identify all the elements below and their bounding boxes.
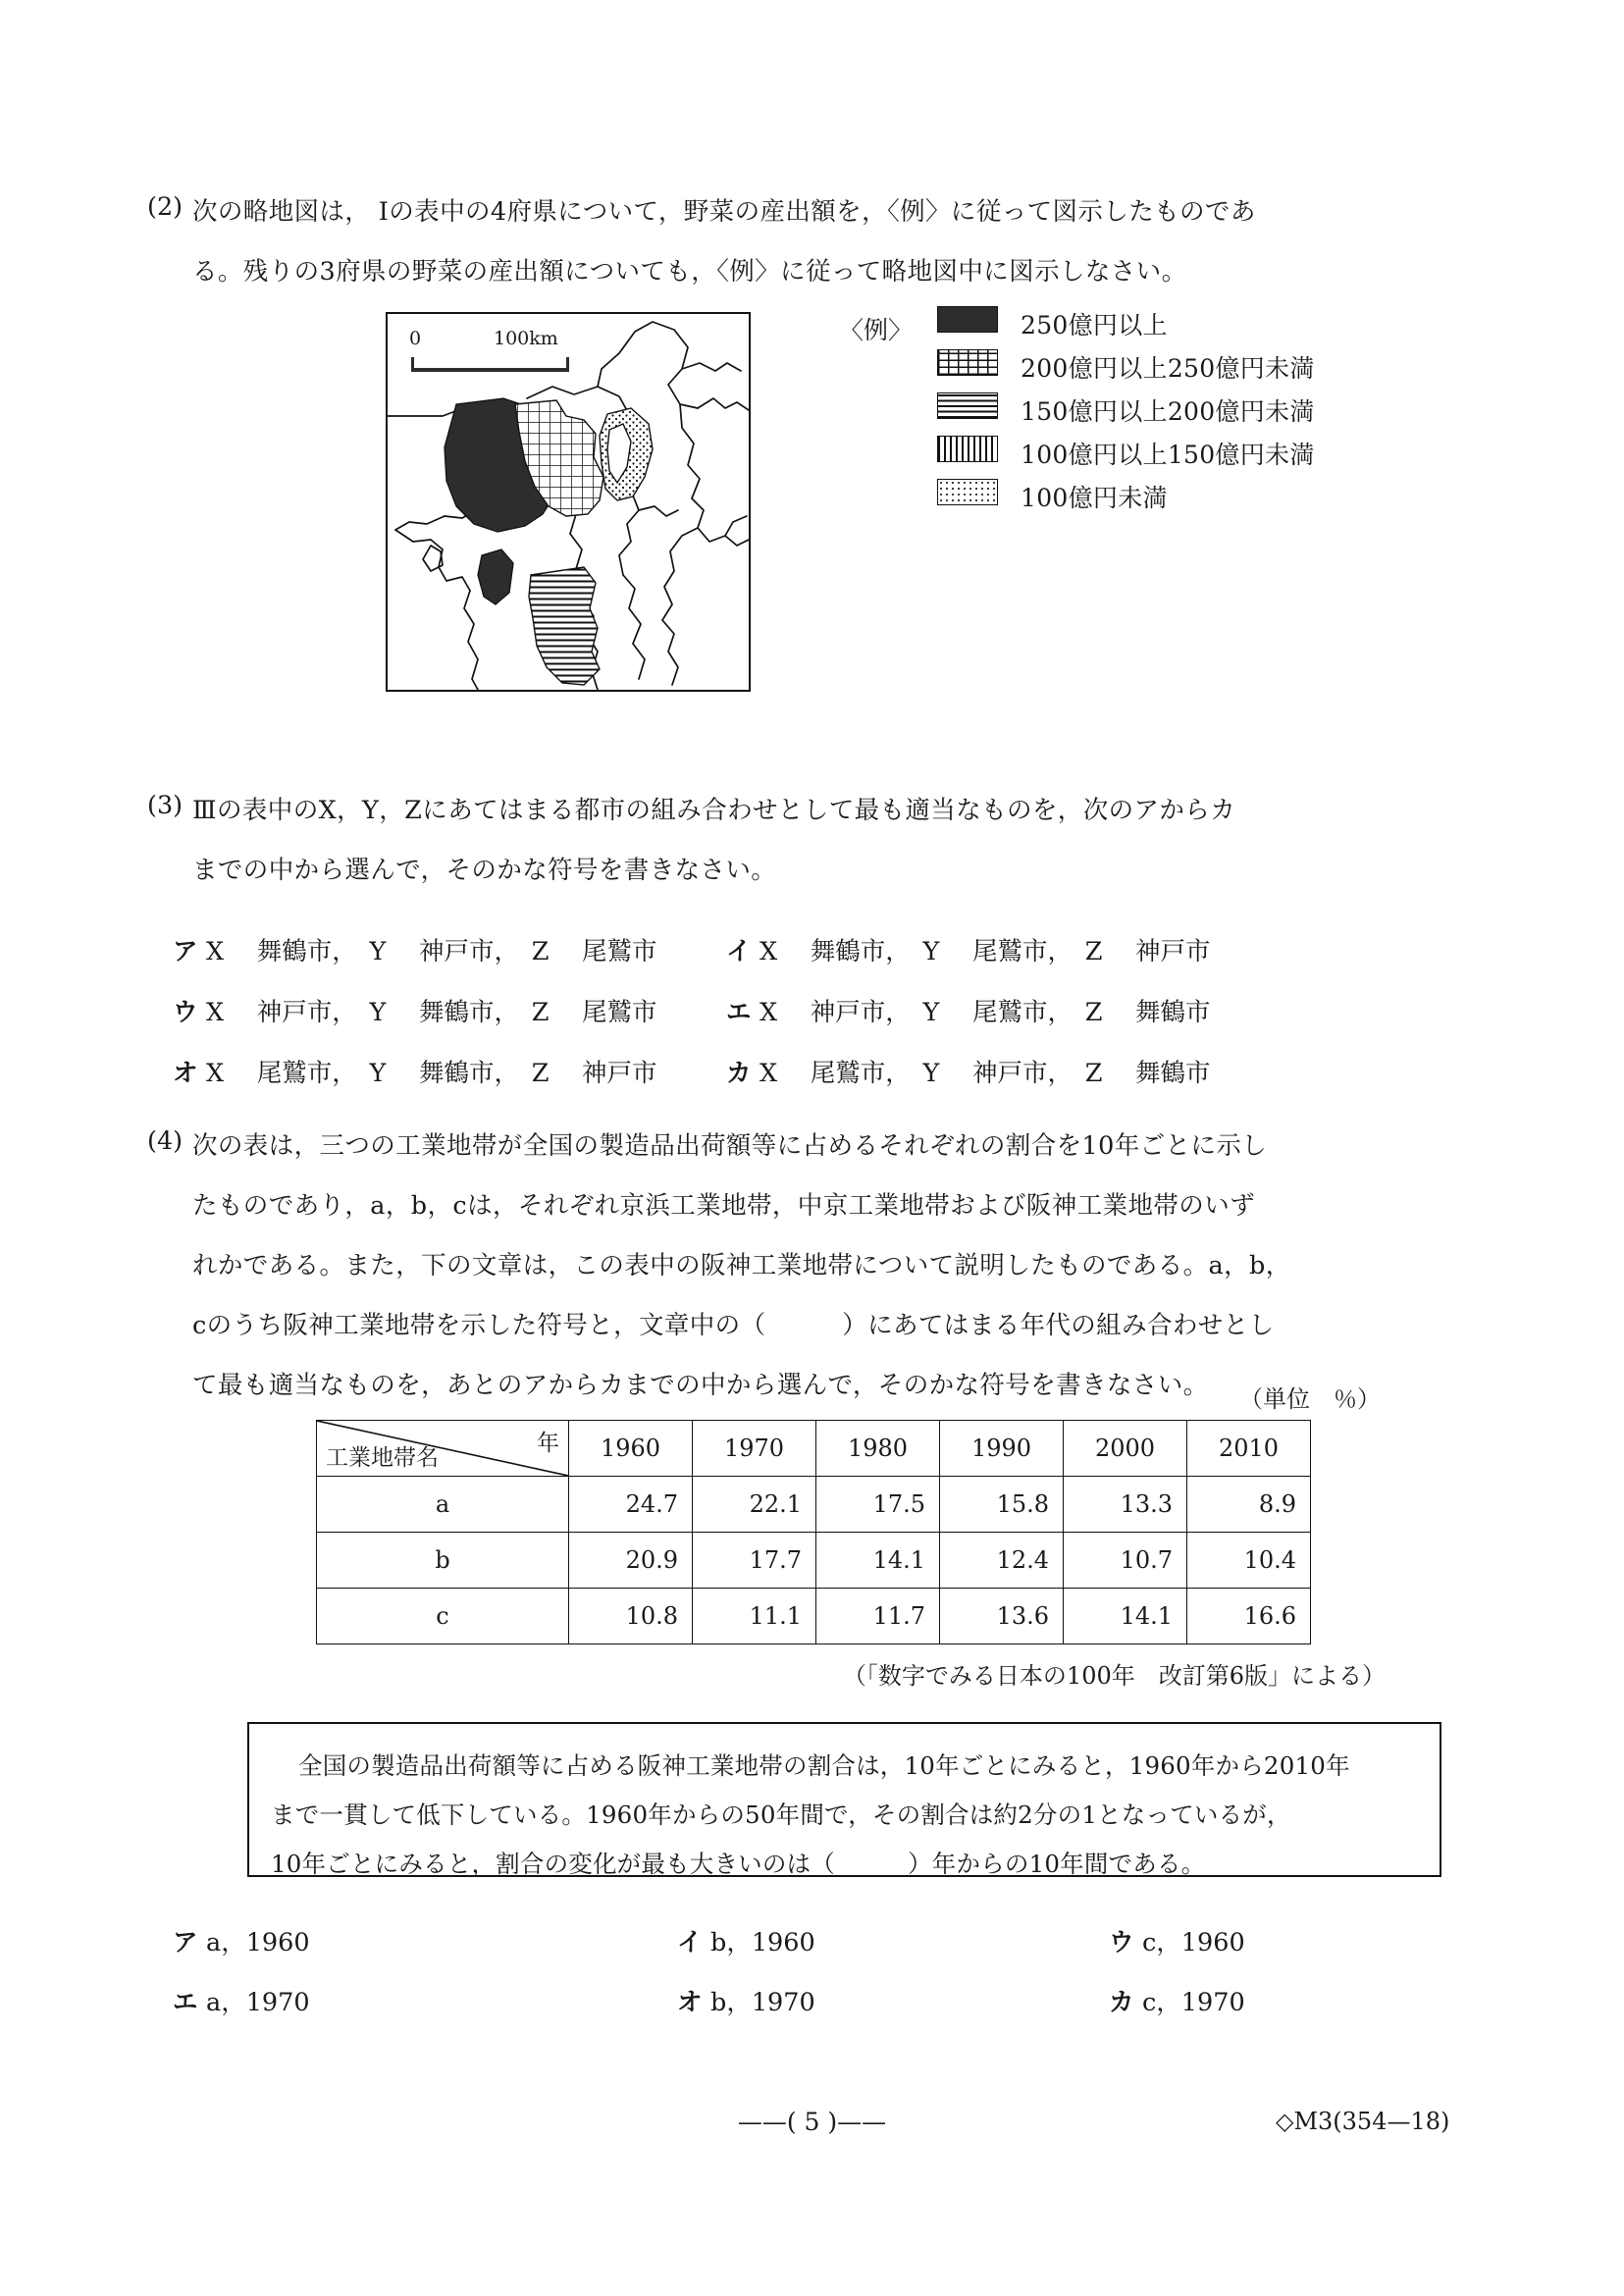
q3-choice-i-mark: イ [726,937,752,966]
question-4-line-5: て最も適当なものを，あとのアからカまでの中から選んで，そのかな符号を書きなさい。 [192,1371,1209,1400]
table-row-label-b: b [317,1533,569,1589]
q4-choice-o-text: b，1970 [710,1988,815,2017]
q3-choice-ka[interactable] [726,1054,1211,1089]
legend-label: 250億円以上 [1021,311,1168,339]
cell-c-1970: 11.1 [693,1589,816,1644]
passage-line-3: 10年ごとにみると，割合の変化が最も大きいのは（ ）年からの10年間である。 [271,1850,1206,1878]
table-header-row [317,1421,1311,1477]
table-col-1960: 1960 [569,1421,693,1477]
q3-choice-e[interactable] [726,993,1211,1028]
q4-choice-ka-mark: カ [1109,1988,1134,2017]
explanation-box [247,1722,1441,1877]
cell-b-1960: 20.9 [569,1533,693,1589]
q3-choice-ka-mark: カ [726,1059,752,1088]
cell-c-1960: 10.8 [569,1589,693,1644]
industrial-zone-share-table [316,1420,1311,1644]
q4-choice-i[interactable] [677,1923,815,1958]
table-row [317,1477,1311,1533]
q4-choice-i-mark: イ [677,1928,703,1957]
cell-c-2000: 14.1 [1064,1589,1187,1644]
cell-b-2000: 10.7 [1064,1533,1187,1589]
question-2-line-2: る。残りの3府県の野菜の産出額についても，〈例〉に従って略地図中に図示しなさい。 [192,257,1187,287]
q3-choice-u-mark: ウ [173,998,198,1027]
scale-zero-label: 0 [409,328,422,349]
question-4-number: (4) [147,1126,183,1156]
table-corner-col-header: 年 [537,1431,559,1456]
legend-title: 〈例〉 [839,316,914,344]
table-col-1990: 1990 [940,1421,1064,1477]
map-region-solid-small [478,549,513,604]
table-col-2000: 2000 [1064,1421,1187,1477]
question-2-number: (2) [147,192,183,222]
cell-b-1970: 17.7 [693,1533,816,1589]
table-row [317,1589,1311,1644]
q3-choice-e-mark: エ [726,998,752,1027]
legend-label: 150億円以上200億円未満 [1021,397,1315,426]
q4-choice-u-text: c，1960 [1142,1928,1245,1957]
question-2-line-1: 次の略地図は， Ⅰの表中の4府県について，野菜の産出額を，〈例〉に従って図示したものであ [192,197,1256,227]
question-3-line-2: までの中から選んで，そのかな符号を書きなさい。 [192,856,777,885]
q4-choice-a[interactable] [173,1923,310,1958]
table-row-label-c: c [317,1589,569,1644]
q3-choice-o[interactable] [173,1054,657,1089]
scale-tick-right [566,357,569,372]
table-col-1980: 1980 [816,1421,940,1477]
cell-a-1980: 17.5 [816,1477,940,1533]
table-corner-row-header: 工業地帯名 [326,1445,439,1471]
legend-swatch-dots-icon [937,479,998,505]
question-3-line-1: Ⅲの表中のX，Y，Zにあてはまる都市の組み合わせとして最も適当なものを，次のアからカ [192,796,1236,825]
q3-choice-a[interactable] [173,932,657,967]
passage-line-1: 全国の製造品出荷額等に占める阪神工業地帯の割合は，10年ごとにみると，1960年から2010年 [298,1751,1350,1780]
q3-choice-o-text: X 尾鷲市， Y 舞鶴市， Z 神戸市 [206,1059,657,1088]
q4-choice-a-mark: ア [173,1928,198,1957]
legend-label: 100億円以上150億円未満 [1021,441,1315,469]
table-col-1970: 1970 [693,1421,816,1477]
scale-max-label: 100km [494,328,558,349]
q3-choice-u[interactable] [173,993,657,1028]
cell-a-1960: 24.7 [569,1477,693,1533]
q3-choice-i-text: X 舞鶴市， Y 尾鷲市， Z 神戸市 [760,937,1211,966]
cell-a-2000: 13.3 [1064,1477,1187,1533]
question-4-line-2: たものであり，a，b，cは，それぞれ京浜工業地帯，中京工業地帯および阪神工業地帯のいず [192,1191,1256,1221]
cell-b-1990: 12.4 [940,1533,1064,1589]
map-scale-bar [409,328,605,373]
table-source-note: （「数字でみる日本の100年 改訂第6版」による） [842,1662,1386,1690]
q4-choice-u[interactable] [1109,1923,1245,1958]
q4-choice-o[interactable] [677,1983,815,2018]
page-number: ——( 5 )—— [737,2108,887,2136]
passage-line-2: まで一貫して低下している。1960年からの50年間で，その割合は約2分の1となっているが， [271,1800,1291,1829]
cell-a-1970: 22.1 [693,1477,816,1533]
q3-choice-e-text: X 神戸市， Y 尾鷲市， Z 舞鶴市 [760,998,1211,1027]
scale-bar-line [411,368,568,372]
q3-choice-o-mark: オ [173,1059,198,1088]
table-col-2010: 2010 [1187,1421,1311,1477]
question-4-line-4: cのうち阪神工業地帯を示した符号と，文章中の（ ）にあてはまる年代の組み合わせとし [192,1311,1275,1340]
q4-choice-u-mark: ウ [1109,1928,1134,1957]
table-row [317,1533,1311,1589]
legend-swatch-grid-icon [937,349,998,376]
legend-swatch-solid-icon [937,306,998,333]
q4-choice-e[interactable] [173,1983,310,2018]
table-corner-cell [317,1421,569,1477]
cell-a-1990: 15.8 [940,1477,1064,1533]
q3-choice-ka-text: X 尾鷲市， Y 神戸市， Z 舞鶴市 [760,1059,1211,1088]
question-4-line-1: 次の表は，三つの工業地帯が全国の製造品出荷額等に占めるそれぞれの割合を10年ごとに示し [192,1131,1268,1161]
q4-choice-i-text: b，1960 [710,1928,815,1957]
q3-choice-u-text: X 神戸市， Y 舞鶴市， Z 尾鷲市 [206,998,657,1027]
legend-swatch-horizontal-lines-icon [937,392,998,419]
cell-c-2010: 16.6 [1187,1589,1311,1644]
cell-b-2010: 10.4 [1187,1533,1311,1589]
cell-b-1980: 14.1 [816,1533,940,1589]
form-code: ◇M3(354—18) [1276,2108,1450,2135]
q3-choice-i[interactable] [726,932,1211,967]
q4-choice-o-mark: オ [677,1988,703,2017]
kinki-region-map [386,312,751,692]
cell-a-2010: 8.9 [1187,1477,1311,1533]
legend-label: 200億円以上250億円未満 [1021,354,1315,383]
map-region-hlines [529,567,600,685]
q3-choice-a-text: X 舞鶴市， Y 神戸市， Z 尾鷲市 [206,937,657,966]
question-3-number: (3) [147,791,183,820]
legend-label: 100億円未満 [1021,484,1168,512]
q4-choice-ka[interactable] [1109,1983,1245,2018]
table-unit-note: （単位 ％） [1239,1385,1381,1413]
q4-choice-e-mark: エ [173,1988,198,2017]
cell-c-1990: 13.6 [940,1589,1064,1644]
q4-choice-e-text: a，1970 [206,1988,310,2017]
legend-swatch-vertical-lines-icon [937,436,998,462]
q3-choice-a-mark: ア [173,937,198,966]
q4-choice-a-text: a，1960 [206,1928,310,1957]
question-4-line-3: れかである。また，下の文章は，この表中の阪神工業地帯について説明したものである。a，b， [192,1251,1291,1280]
cell-c-1980: 11.7 [816,1589,940,1644]
table-row-label-a: a [317,1477,569,1533]
q4-choice-ka-text: c，1970 [1142,1988,1245,2017]
